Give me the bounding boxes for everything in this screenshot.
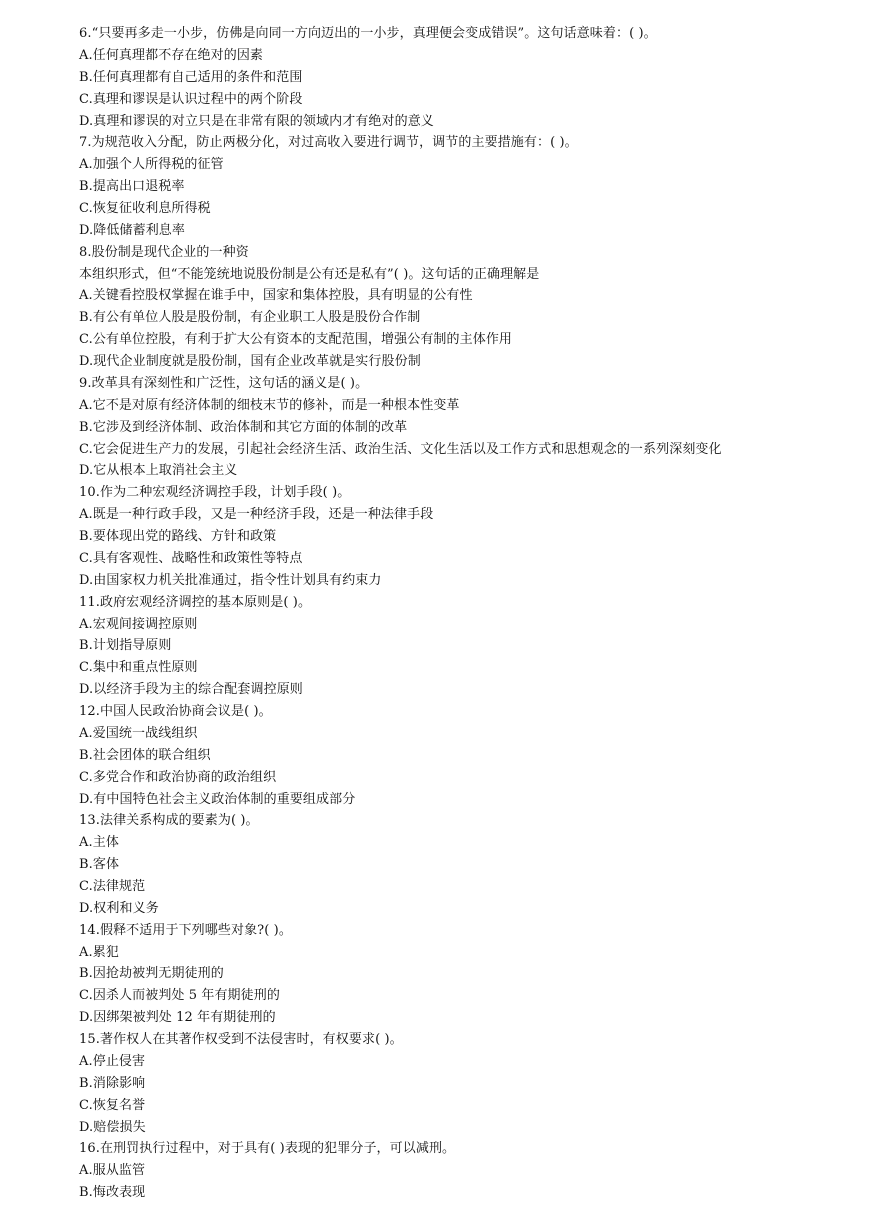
option-line: B.任何真理都有自己适用的条件和范围 [79, 69, 303, 85]
option-line: C.法律规范 [79, 878, 146, 894]
question-line: 14.假释不适用于下列哪些对象?( )。 [79, 922, 292, 938]
option-line: A.任何真理都不存在绝对的因素 [79, 47, 264, 63]
option-line: A.停止侵害 [79, 1053, 146, 1069]
option-line: B.因抢劫被判无期徒刑的 [79, 966, 224, 982]
option-line: B.悔改表现 [79, 1185, 146, 1201]
option-line: A.既是一种行政手段，又是一种经济手段，还是一种法律手段 [79, 507, 434, 523]
question-line: 8.股份制是现代企业的一种资 [79, 244, 249, 260]
question-line: 9.改革具有深刻性和广泛性，这句话的涵义是( )。 [79, 375, 369, 391]
option-line: A.宏观间接调控原则 [79, 616, 198, 632]
question-line: 12.中国人民政治协商会议是( )。 [79, 704, 272, 719]
option-line: C.恢复征收利息所得税 [79, 201, 211, 216]
option-line: B.社会团体的联合组织 [79, 747, 211, 763]
option-line: D.真理和谬误的对立只是在非常有限的领域内才有绝对的意义 [79, 113, 434, 129]
option-line: D.权利和义务 [79, 900, 159, 916]
option-line: A.服从监管 [79, 1163, 146, 1179]
option-line: B.客体 [79, 857, 120, 873]
option-line: C.集中和重点性原则 [79, 660, 198, 676]
option-line: D.因绑架被判处 12 年有期徒刑的 [79, 1010, 276, 1026]
option-line: D.它从根本上取消社会主义 [79, 463, 238, 479]
option-line: D.有中国特色社会主义政治体制的重要组成部分 [79, 791, 356, 807]
option-line: B.消除影响 [79, 1075, 146, 1091]
option-line: A.爱国统一战线组织 [79, 725, 198, 741]
question-line: 15.著作权人在其著作权受到不法侵害时，有权要求( )。 [79, 1032, 403, 1047]
option-line: D.由国家权力机关批准通过，指令性计划具有约束力 [79, 572, 382, 588]
option-line: C.恢复名誉 [79, 1097, 146, 1113]
option-line: A.加强个人所得税的征管 [79, 157, 224, 173]
option-line: C.公有单位控股，有利于扩大公有资本的支配范围，增强公有制的主体作用 [79, 332, 513, 348]
option-line: B.它涉及到经济体制、政治体制和其它方面的体制的改革 [79, 419, 408, 435]
question-line: 10.作为二种宏观经济调控手段，计划手段( )。 [79, 485, 351, 501]
option-line: B.计划指导原则 [79, 638, 172, 654]
option-line: A.关键看控股权掌握在谁手中，国家和集体控股，具有明显的公有性 [79, 288, 473, 304]
option-line: B.要体现出党的路线、方针和政策 [79, 529, 277, 544]
option-line: C.真理和谬误是认识过程中的两个阶段 [79, 91, 303, 107]
option-line: A.它不是对原有经济体制的细枝末节的修补，而是一种根本性变革 [79, 397, 460, 413]
option-line: C.它会促进生产力的发展，引起社会经济生活、政治生活、文化生活以及工作方式和思想观念的一系列深刻变化 [79, 441, 722, 457]
option-line: D.降低储蓄利息率 [79, 222, 185, 238]
option-line: B.提高出口退税率 [79, 179, 185, 195]
option-line: A.累犯 [79, 944, 119, 960]
option-line: C.因杀人而被判处 5 年有期徒刑的 [79, 988, 280, 1004]
question-line: 6.“只要再多走一小步，仿佛是向同一方向迈出的一小步，真理便会变成错误”。这句话意味着：( )。 [79, 26, 657, 41]
option-line: D.以经济手段为主的综合配套调控原则 [79, 682, 303, 698]
question-line: 7.为规范收入分配，防止两极分化，对过高收入要进行调节，调节的主要措施有：( )。 [79, 135, 578, 151]
option-line: A.主体 [79, 835, 119, 851]
option-line: D.赔偿损失 [79, 1119, 146, 1135]
option-line: C.具有客观性、战略性和政策性等特点 [79, 550, 303, 566]
question-line: 11.政府宏观经济调控的基本原则是( )。 [79, 594, 312, 610]
question-line: 16.在刑罚执行过程中，对于具有( )表现的犯罪分子，可以减刑。 [79, 1141, 456, 1157]
option-line: B.有公有单位人股是股份制，有企业职工人股是股份合作制 [79, 310, 421, 326]
option-line: C.多党合作和政治协商的政治组织 [79, 769, 277, 785]
question-line: 13.法律关系构成的要素为( )。 [79, 813, 259, 829]
question-line: 本组织形式，但“不能笼统地说股份制是公有还是私有”( )。这句话的正确理解是 [79, 266, 540, 282]
option-line: D.现代企业制度就是股份制，国有企业改革就是实行股份制 [79, 354, 421, 370]
